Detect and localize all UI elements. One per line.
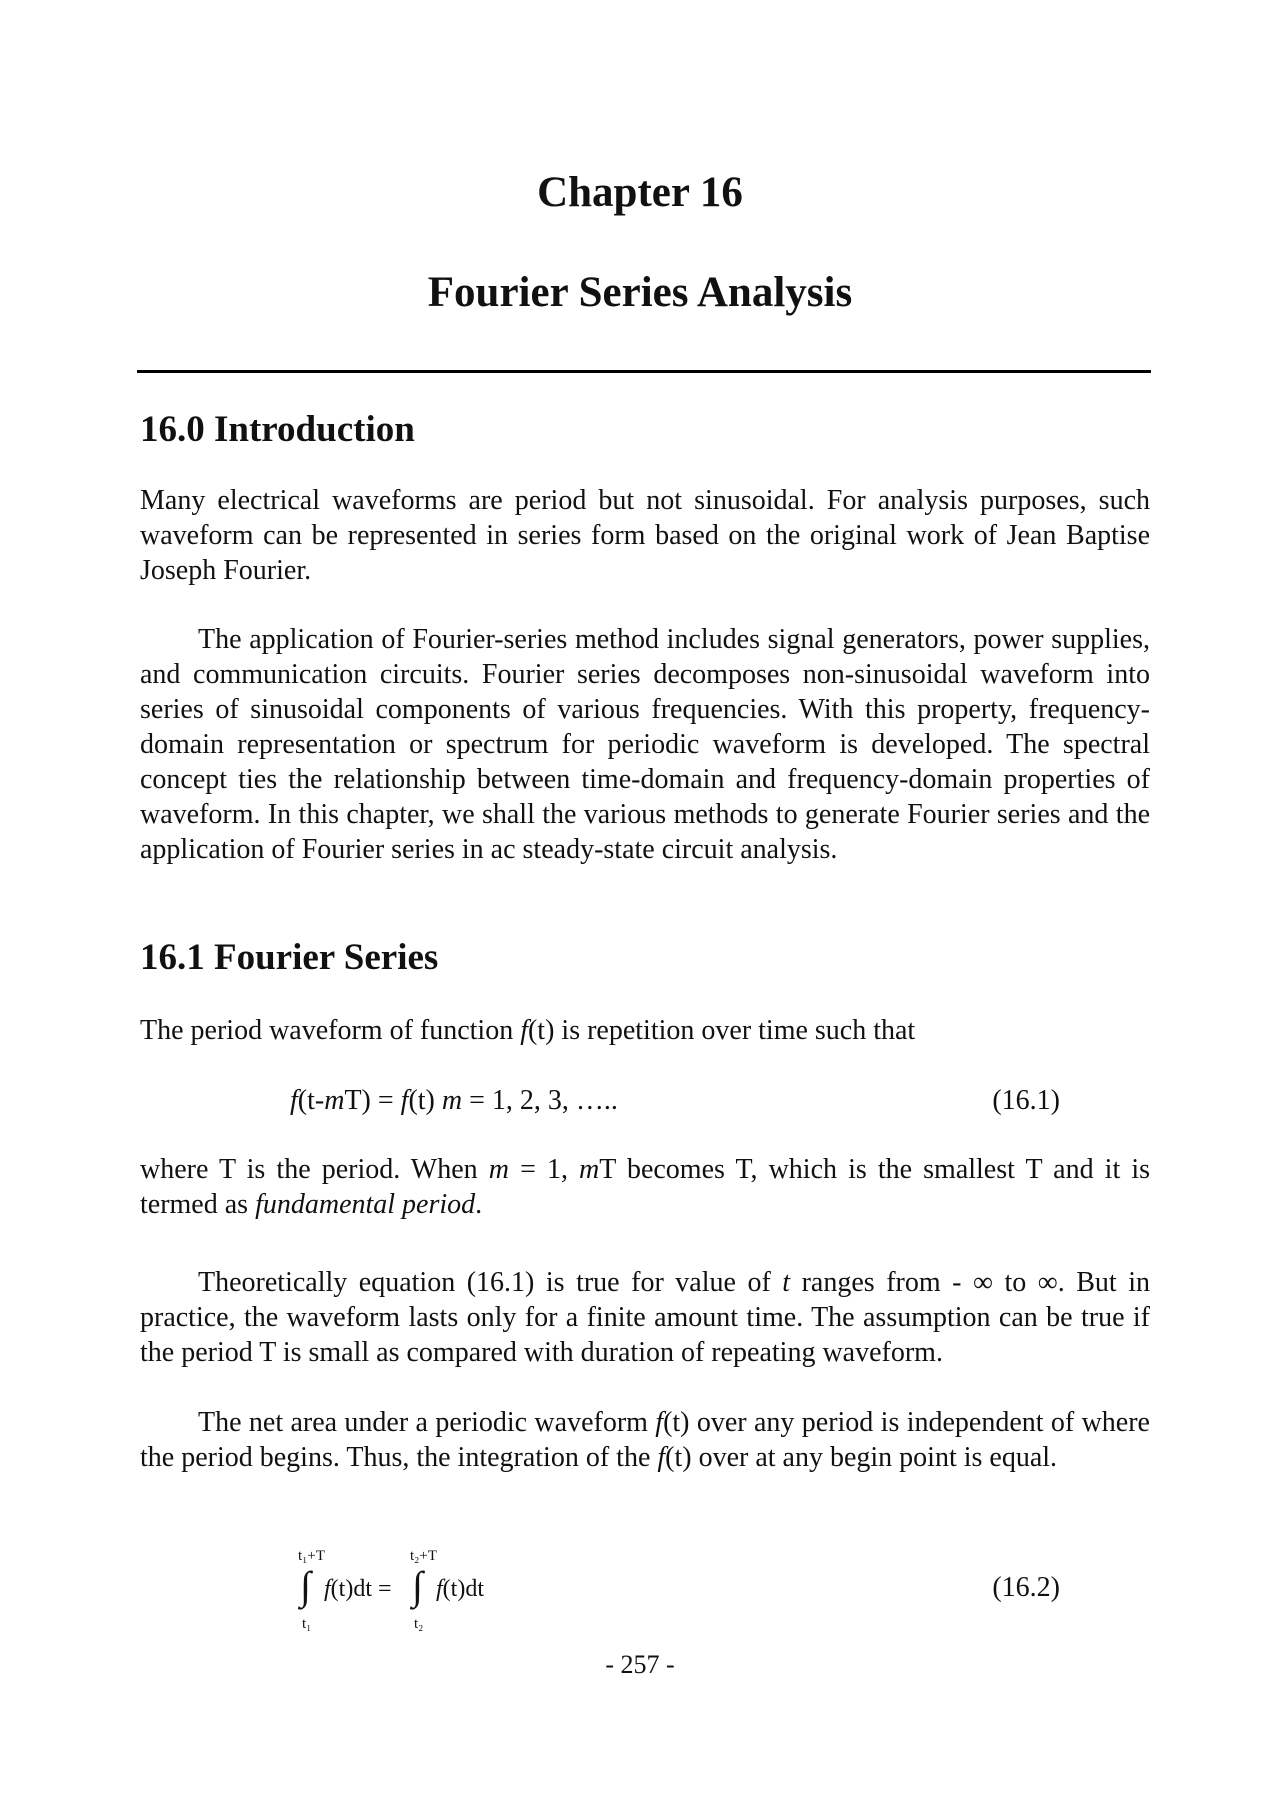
eq-text: (t- (297, 1085, 325, 1116)
integral-upper-limit-1: t₁+T (298, 1548, 326, 1564)
var-f: f (657, 1442, 666, 1473)
intro-paragraph-2: The application of Fourier-series method includes signal generators, power supplies, and communication circuits. Fourier series decomposes non-sinusoidal waveform into series of sinusoidal components of various frequencies. With this property, frequency-domain representation or spectrum for periodic waveform is developed. The spectral concept ties the relationship between time-domain and frequency-domain properties of waveform. In this chapter, we shall the various methods to generate Fourier series and the application of Fourier series in ac steady-state circuit analysis. (140, 624, 1150, 865)
integral-upper-limit-2: t₂+T (410, 1548, 438, 1564)
chapter-title: Fourier Series Analysis (427, 269, 853, 316)
text: = 1, (508, 1154, 580, 1185)
var-f: f (520, 1015, 528, 1046)
fourier-paragraph-1 (140, 1013, 1150, 1048)
text: (t) is repetition over time such that (527, 1015, 916, 1046)
intro-paragraph-1: Many electrical waveforms are period but not sinusoidal. For analysis purposes, such waveform can be represented in series form based on the original work of Jean Baptise Joseph Fourier. (140, 485, 1150, 586)
text: where T is the period. When (140, 1154, 489, 1185)
integral-body-1 (324, 1576, 392, 1603)
title-divider (137, 370, 1151, 373)
fourier-paragraph-3 (140, 1265, 1150, 1370)
eq-text: T) = (344, 1085, 401, 1116)
text: (t) over any period is independent of where the period begins. Thus, the integration of the (140, 1407, 1150, 1473)
eq-text: (t) (408, 1085, 442, 1116)
emphasis-fundamental-period: fundamental period (255, 1189, 476, 1220)
page-number: - 257 - (605, 1650, 675, 1679)
var-m: m (579, 1154, 600, 1185)
eq-text: = 1, 2, 3, ….. (462, 1085, 618, 1116)
text: The net area under a periodic waveform (198, 1407, 656, 1438)
section-heading-introduction: 16.0 Introduction (140, 409, 415, 450)
equation-16-2 (296, 1548, 556, 1638)
var-m: m (488, 1154, 509, 1185)
var-f: f (290, 1085, 298, 1116)
var-f: f (324, 1576, 331, 1602)
text: The period waveform of function (140, 1015, 521, 1046)
equation-16-1 (290, 1085, 618, 1117)
section-heading-fourier-series: 16.1 Fourier Series (140, 937, 439, 978)
var-f: f (436, 1576, 443, 1602)
integral-sign-1: ∫ (300, 1563, 311, 1608)
var-m: m (441, 1085, 463, 1116)
text: ranges from - ∞ to ∞. But in practice, the waveform lasts only for a finite amount time. The assumption can be true if the period T is small as compared with duration of repeating waveform. (140, 1267, 1150, 1368)
integral-sign-2: ∫ (412, 1563, 423, 1608)
eq-text: (t)dt = (330, 1576, 392, 1602)
integral-body-2 (436, 1576, 484, 1603)
var-m: m (324, 1085, 345, 1116)
text: (t) over at any begin point is equal. (665, 1442, 1058, 1473)
var-t: t (782, 1267, 791, 1298)
fourier-paragraph-4 (140, 1405, 1150, 1475)
text: . (475, 1189, 483, 1220)
var-f: f (655, 1407, 664, 1438)
eq-text: (t)dt (442, 1576, 484, 1602)
fourier-paragraph-2 (140, 1152, 1150, 1222)
integral-lower-limit-2: t₂ (414, 1616, 424, 1632)
equation-number-16-2: (16.2) (992, 1572, 1060, 1603)
text: Theoretically equation (16.1) is true for value of (198, 1267, 783, 1298)
var-f: f (400, 1085, 409, 1116)
chapter-number: Chapter 16 (537, 169, 743, 216)
integral-lower-limit-1: t₁ (302, 1616, 312, 1632)
equation-number-16-1: (16.1) (992, 1085, 1060, 1116)
text: T becomes T, which is the smallest T and it is termed as (140, 1154, 1150, 1220)
